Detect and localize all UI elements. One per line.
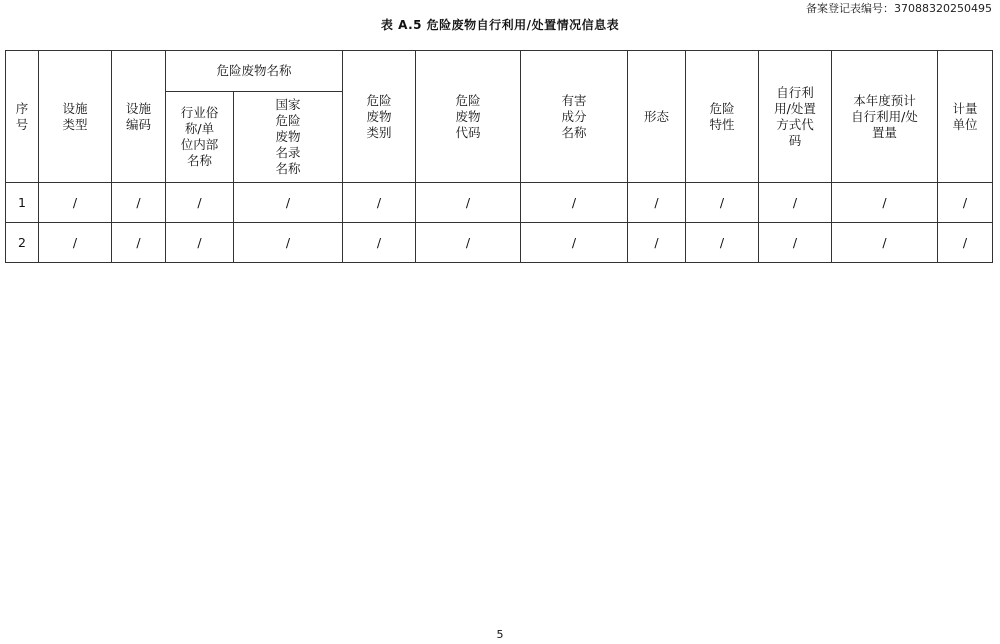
cell-form: / [628,183,686,223]
cell-facility-code: / [112,223,166,263]
hazardous-waste-info-table [5,50,993,263]
table-row [6,223,993,263]
col-unit: 计量 单位 [938,51,993,183]
cell-form: / [628,223,686,263]
col-group-waste-name: 危险废物名称 [166,51,343,92]
cell-facility-code: / [112,183,166,223]
col-seq: 序 号 [6,51,39,183]
col-method-code: 自行利 用/处置 方式代 码 [759,51,832,183]
cell-unit: / [938,183,993,223]
col-waste-code: 危险 废物 代码 [416,51,521,183]
table-row [6,183,993,223]
cell-national-name: / [234,183,343,223]
cell-facility-type: / [39,223,112,263]
col-industry-name: 行业俗 称/单 位内部 名称 [166,92,234,183]
cell-method: / [759,223,832,263]
cell-industry-name: / [166,183,234,223]
registration-number: 备案登记表编号：37088320250495 [806,2,992,15]
cell-harmful: / [521,223,628,263]
col-facility-type: 设施 类型 [39,51,112,183]
cell-seq: 1 [6,183,39,223]
col-annual-amount: 本年度预计 自行利用/处 置量 [832,51,938,183]
header-row-1 [6,51,993,92]
cell-category: / [343,223,416,263]
page-number: 5 [496,628,504,641]
col-facility-code: 设施 编码 [112,51,166,183]
col-waste-category: 危险 废物 类别 [343,51,416,183]
cell-facility-type: / [39,183,112,223]
cell-method: / [759,183,832,223]
cell-property: / [686,183,759,223]
cell-annual: / [832,183,938,223]
table-title: 表 A.5 危险废物自行利用/处置情况信息表 [380,18,620,32]
cell-national-name: / [234,223,343,263]
cell-property: / [686,223,759,263]
cell-industry-name: / [166,223,234,263]
col-hazard-property: 危险 特性 [686,51,759,183]
cell-code: / [416,223,521,263]
cell-code: / [416,183,521,223]
cell-unit: / [938,223,993,263]
col-harmful-components: 有害 成分 名称 [521,51,628,183]
cell-annual: / [832,223,938,263]
col-form: 形态 [628,51,686,183]
col-national-list-name: 国家 危险 废物 名录 名称 [234,92,343,183]
cell-category: / [343,183,416,223]
cell-seq: 2 [6,223,39,263]
cell-harmful: / [521,183,628,223]
